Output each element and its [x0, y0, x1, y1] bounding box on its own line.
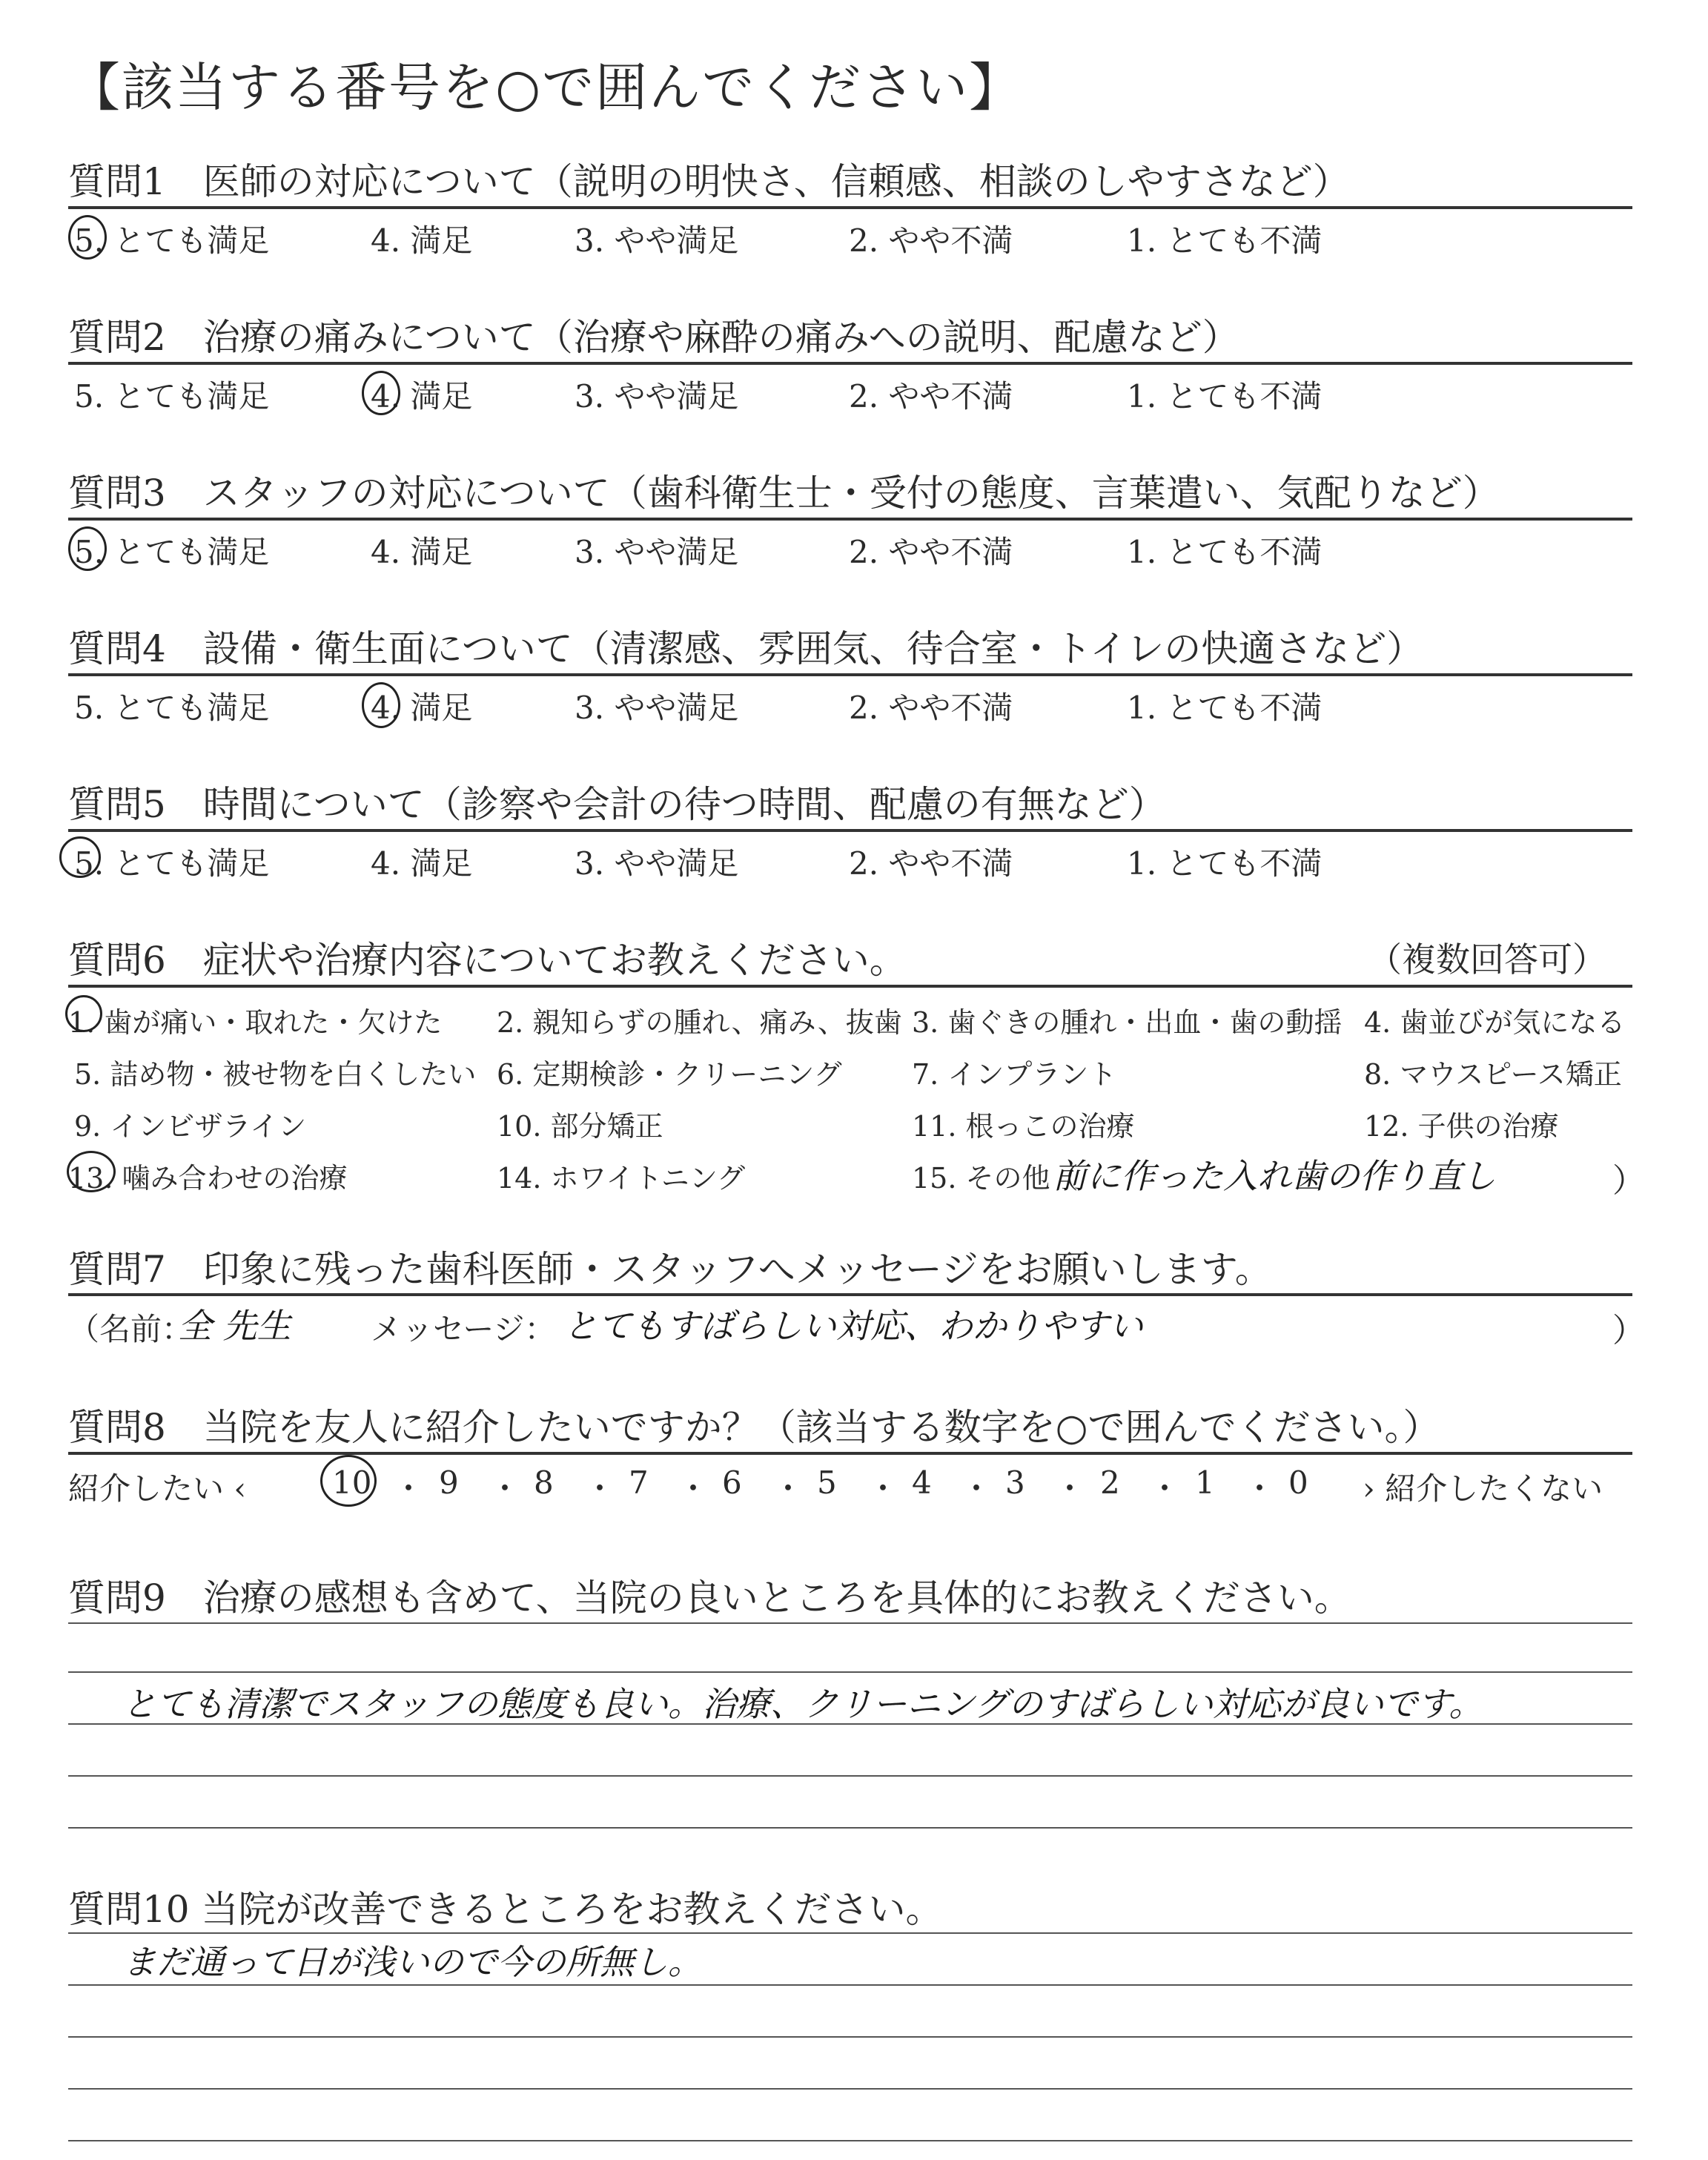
- q10-line-1: [68, 1932, 1632, 1934]
- q8-separator: ・: [584, 1470, 616, 1507]
- q10-line-2: [68, 1984, 1632, 1986]
- q4-option-4[interactable]: 4. 満足: [371, 690, 473, 726]
- question-8-title: 質問8 当院を友人に紹介したいですか？（該当する数字を○で囲んでください。）: [68, 1406, 1440, 1449]
- question-6-note: （複数回答可）: [1368, 939, 1606, 980]
- q6-item-5[interactable]: 5. 詰め物・被せ物を白くしたい: [74, 1058, 477, 1091]
- q4-selection-circle: [362, 682, 400, 728]
- question-4-rule: [68, 673, 1632, 676]
- q6-other-close-paren: ）: [1612, 1162, 1645, 1200]
- q2-option-2[interactable]: 2. やや不満: [849, 378, 1013, 415]
- q6-item-13-circle: [67, 1151, 116, 1192]
- q8-scale-2[interactable]: 2: [1100, 1464, 1120, 1501]
- question-6-rule: [68, 985, 1632, 988]
- q6-item-4[interactable]: 4. 歯並びが気になる: [1364, 1006, 1626, 1039]
- q7-name-label: （名前：: [68, 1311, 193, 1347]
- q6-item-9[interactable]: 9. インビザライン: [74, 1110, 307, 1143]
- question-2-rule: [68, 362, 1632, 365]
- q8-separator: ・: [772, 1470, 804, 1507]
- q8-separator: ・: [1149, 1470, 1181, 1507]
- q7-message-handwritten: とてもすばらしい対応、わかりやすい: [563, 1306, 1143, 1346]
- q3-option-2[interactable]: 2. やや不満: [849, 534, 1013, 570]
- q4-option-1[interactable]: 1. とても不満: [1127, 690, 1323, 726]
- q2-option-3[interactable]: 3. やや満足: [575, 378, 739, 415]
- q4-option-3[interactable]: 3. やや満足: [575, 690, 739, 726]
- q6-item-10[interactable]: 10. 部分矯正: [497, 1110, 663, 1143]
- q7-message-label: メッセージ：: [371, 1311, 556, 1347]
- q8-separator: ・: [961, 1470, 993, 1507]
- q8-separator: ・: [678, 1470, 709, 1507]
- q3-option-4[interactable]: 4. 満足: [371, 534, 473, 570]
- q1-option-1[interactable]: 1. とても不満: [1127, 222, 1323, 259]
- q8-scale-8[interactable]: 8: [534, 1464, 554, 1501]
- q5-option-1[interactable]: 1. とても不満: [1127, 845, 1323, 882]
- q8-scale-0[interactable]: 0: [1288, 1464, 1308, 1501]
- question-10-title: 質問10 当院が改善できるところをお教えください。: [68, 1888, 943, 1931]
- q6-item-13[interactable]: 13. 噛み合わせの治療: [68, 1162, 348, 1195]
- q6-item-2[interactable]: 2. 親知らずの腫れ、痛み、抜歯: [497, 1006, 902, 1039]
- q10-line-3: [68, 2036, 1632, 2038]
- q6-item-12[interactable]: 12. 子供の治療: [1364, 1110, 1559, 1143]
- q9-answer-handwritten: とても清潔でスタッフの態度も良い。治療、クリーニングのすばらしい対応が良いです。: [122, 1684, 1483, 1724]
- q8-separator: ・: [1244, 1470, 1276, 1507]
- q1-option-4[interactable]: 4. 満足: [371, 222, 473, 259]
- q1-option-2[interactable]: 2. やや不満: [849, 222, 1013, 259]
- q5-option-4[interactable]: 4. 満足: [371, 845, 473, 882]
- question-5-title: 質問5 時間について（診察や会計の待つ時間、配慮の有無など）: [68, 783, 1166, 826]
- q4-option-5[interactable]: 5. とても満足: [74, 690, 270, 726]
- q7-close-paren: ）: [1612, 1312, 1645, 1350]
- q5-option-5[interactable]: 5. とても満足: [74, 845, 270, 882]
- q6-item-1-circle: [65, 995, 102, 1032]
- q1-option-3[interactable]: 3. やや満足: [575, 222, 739, 259]
- q10-answer-handwritten: まだ通って日が浅いので今の所無し。: [122, 1942, 702, 1982]
- question-7-title: 質問7 印象に残った歯科医師・スタッフへメッセージをお願いします。: [68, 1248, 1272, 1291]
- q2-option-5[interactable]: 5. とても満足: [74, 378, 270, 415]
- q8-scale-1[interactable]: 1: [1195, 1464, 1215, 1501]
- q8-scale-7[interactable]: 7: [629, 1464, 649, 1501]
- q8-separator: ・: [867, 1470, 899, 1507]
- question-1-rule: [68, 206, 1632, 209]
- q6-item-7[interactable]: 7. インプラント: [912, 1058, 1117, 1091]
- q8-scale-5[interactable]: 5: [817, 1464, 837, 1501]
- question-3-rule: [68, 518, 1632, 521]
- q8-scale-10[interactable]: 10: [332, 1464, 372, 1501]
- q8-left-label: 紹介したい ‹: [68, 1470, 247, 1507]
- q9-line-4: [68, 1775, 1632, 1777]
- q6-item-15[interactable]: 15. その他（: [912, 1162, 1079, 1195]
- q2-option-4[interactable]: 4. 満足: [371, 378, 473, 415]
- q8-scale-3[interactable]: 3: [1005, 1464, 1025, 1501]
- q5-option-3[interactable]: 3. やや満足: [575, 845, 739, 882]
- question-2-title: 質問2 治療の痛みについて（治療や麻酔の痛みへの説明、配慮など）: [68, 316, 1239, 359]
- q1-option-5[interactable]: 5. とても満足: [74, 222, 270, 259]
- q4-option-2[interactable]: 2. やや不満: [849, 690, 1013, 726]
- q8-selection-circle: [320, 1455, 377, 1507]
- q3-selection-circle: [68, 526, 107, 571]
- q8-separator: ・: [1054, 1470, 1086, 1507]
- q2-option-1[interactable]: 1. とても不満: [1127, 378, 1323, 415]
- q3-option-1[interactable]: 1. とても不満: [1127, 534, 1323, 570]
- q5-selection-circle: [59, 836, 101, 878]
- q2-selection-circle: [362, 371, 400, 415]
- q9-line-2: [68, 1671, 1632, 1673]
- question-4-title: 質問4 設備・衛生面について（清潔感、雰囲気、待合室・トイレの快適さなど）: [68, 627, 1424, 670]
- q8-scale-4[interactable]: 4: [912, 1464, 932, 1501]
- q8-right-label: › 紹介したくない: [1363, 1470, 1603, 1507]
- q6-item-3[interactable]: 3. 歯ぐきの腫れ・出血・歯の動揺: [912, 1006, 1343, 1039]
- q6-item-1[interactable]: 1. 歯が痛い・取れた・欠けた: [68, 1006, 443, 1039]
- question-8-rule: [68, 1452, 1632, 1455]
- q8-scale-9[interactable]: 9: [439, 1464, 459, 1501]
- q10-line-4: [68, 2088, 1632, 2090]
- q3-option-3[interactable]: 3. やや満足: [575, 534, 739, 570]
- question-1-title: 質問1 医師の対応について（説明の明快さ、信頼感、相談のしやすさなど）: [68, 160, 1350, 203]
- q3-option-5[interactable]: 5. とても満足: [74, 534, 270, 570]
- q9-line-1: [68, 1622, 1632, 1624]
- question-5-rule: [68, 829, 1632, 832]
- q10-line-5: [68, 2140, 1632, 2141]
- q6-other-handwritten: 前に作った入れ歯の作り直し: [1053, 1156, 1496, 1196]
- page-title: 【該当する番号を○で囲んでください】: [68, 57, 1023, 118]
- q8-separator: ・: [489, 1470, 521, 1507]
- question-9-title: 質問9 治療の感想も含めて、当院の良いところを具体的にお教えください。: [68, 1576, 1351, 1619]
- question-7-rule: [68, 1293, 1632, 1296]
- question-3-title: 質問3 スタッフの対応について（歯科衛生士・受付の態度、言葉遣い、気配りなど）: [68, 472, 1500, 515]
- q6-item-14[interactable]: 14. ホワイトニング: [497, 1162, 746, 1195]
- question-6-title: 質問6 症状や治療内容についてお教えください。: [68, 939, 907, 982]
- q6-item-8[interactable]: 8. マウスピース矯正: [1364, 1058, 1622, 1091]
- q6-item-6[interactable]: 6. 定期検診・クリーニング: [497, 1058, 842, 1091]
- q8-separator: ・: [393, 1470, 425, 1507]
- q9-line-5: [68, 1827, 1632, 1829]
- q5-option-2[interactable]: 2. やや不満: [849, 845, 1013, 882]
- q8-scale-6[interactable]: 6: [722, 1464, 742, 1501]
- q1-selection-circle: [68, 215, 107, 260]
- q7-name-handwritten: 全 先生: [178, 1306, 291, 1346]
- q6-item-11[interactable]: 11. 根っこの治療: [912, 1110, 1135, 1143]
